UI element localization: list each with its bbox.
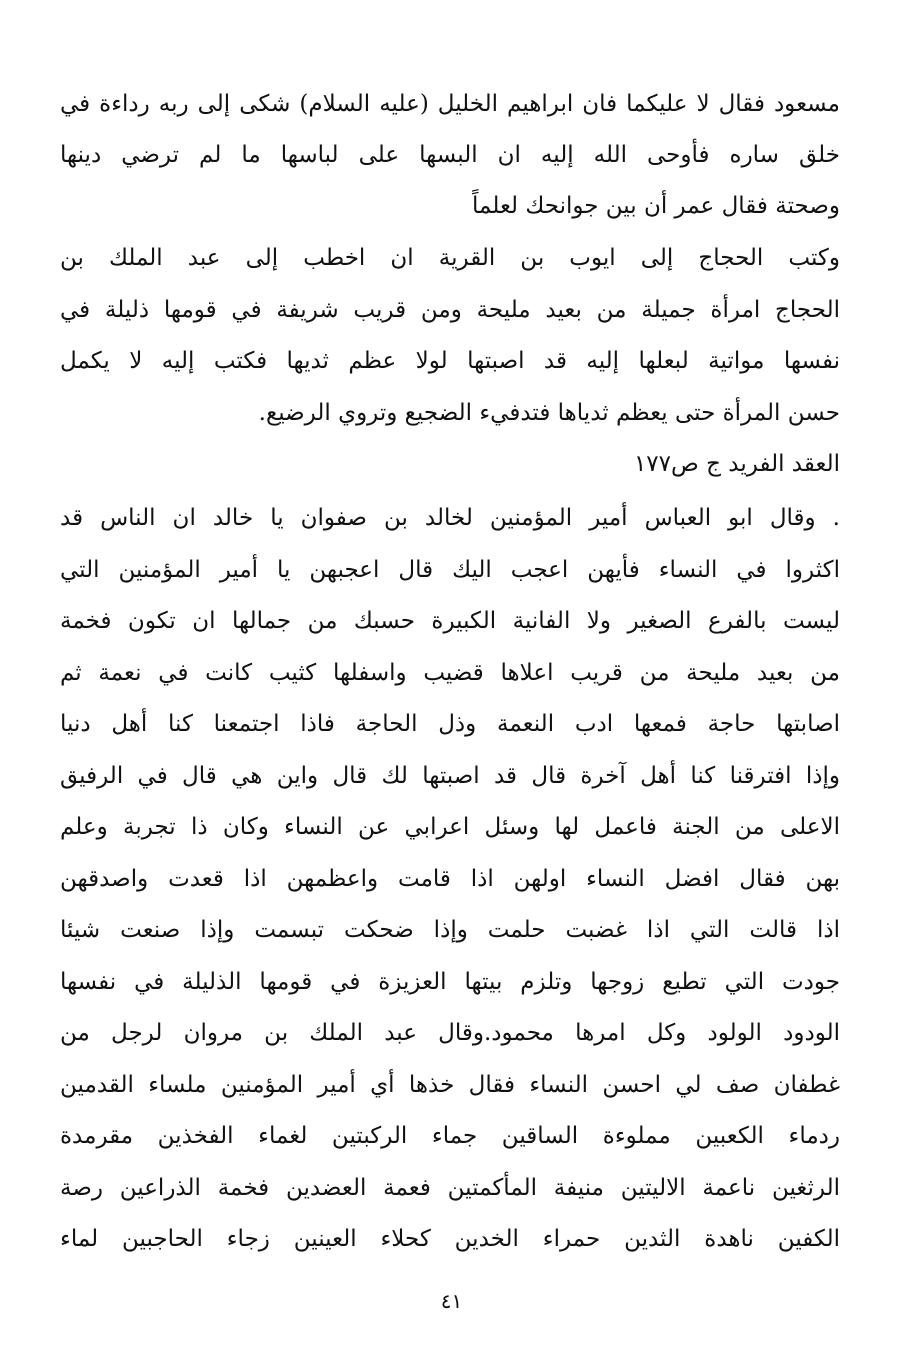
source-citation: العقد الفريد ج ص١٧٧ <box>633 451 840 477</box>
text-line-14: وإذا افترقنا كنا أهل آخرة قال قد اصبتها لك قال واين هي قال في الرفيق <box>60 763 840 789</box>
text-line-7: حسن المرأة حتى يعظم ثدياها فتدفيء الضجيع وتروي الرضيع. <box>258 400 840 426</box>
text-line-16: بهن فقال افضل النساء اولهن اذا قامت واعظمهن اذا قعدت واصدقهن <box>60 866 840 892</box>
text-line-22: الرثغين ناعمة الاليتين منيفة المأكمتين فعمة العضدين فخمة الذراعين رصة <box>60 1175 840 1201</box>
text-line-20: غطفان صف لي احسن النساء فقال خذها أي أمير المؤمنين ملساء القدمين <box>60 1072 840 1098</box>
text-line-19: الودود الولود وكل امرها محمود.وقال عبد الملك بن مروان لرجل من <box>60 1020 840 1046</box>
text-line-21: ردماء الكعبين مملوءة الساقين جماء الركبتين لغماء الفخذين مقرمدة <box>60 1123 840 1149</box>
page-number: ٤١ <box>440 1289 463 1313</box>
text-line-18: جودت التي تطيع زوجها وتلزم بيتها العزيزة في قومها الذليلة في نفسها <box>60 969 840 995</box>
text-line-12: من بعيد مليحة من قريب اعلاها قضيب واسفلها كثيب كانت في نعمة ثم <box>60 660 840 686</box>
text-line-4: وكتب الحجاج إلى ايوب بن القرية ان اخطب إلى عبد الملك بن <box>60 245 840 271</box>
text-line-5: الحجاج امرأة جميلة من بعيد مليحة ومن قريب شريفة في قومها ذليلة في <box>60 297 840 323</box>
text-line-11: ليست بالفرع الصغير ولا الفانية الكبيرة حسبك من جمالها ان تكون فخمة <box>60 608 840 634</box>
text-line-15: الاعلى من الجنة فاعمل لها وسئل اعرابي عن النساء وكان ذا تجربة وعلم <box>60 814 840 840</box>
text-line-10: اكثروا في النساء فأيهن اعجب اليك قال اعجبهن يا أمير المؤمنين التي <box>60 557 840 583</box>
text-line-3: وصحتة فقال عمر أن بين جوانحك لعلماً <box>472 193 840 219</box>
text-line-2: خلق ساره فأوحى الله إليه ان البسها على لباسها ما لم ترضي دينها <box>60 142 840 168</box>
text-line-6: نفسها مواتية لبعلها إليه قد اصبتها لولا عظم ثديها فكتب إليه لا يكمل <box>60 348 840 374</box>
text-line-9: . وقال ابو العباس أمير المؤمنين لخالد بن صفوان يا خالد ان الناس قد <box>60 505 840 531</box>
text-line-17: اذا قالت التي اذا غضبت حلمت وإذا ضحكت تبسمت وإذا صنعت شيئا <box>60 917 840 943</box>
text-line-1: مسعود فقال لا عليكما فان ابراهيم الخليل (عليه السلام) شكى إلى ربه رداءة في <box>60 91 840 117</box>
text-line-13: اصابتها حاجة فمعها ادب النعمة وذل الحاجة فاذا اجتمعنا كنا أهل دنيا <box>60 711 840 737</box>
text-line-23: الكفين ناهدة الثدين حمراء الخدين كحلاء العينين زجاء الحاجبين لماء <box>60 1226 840 1252</box>
